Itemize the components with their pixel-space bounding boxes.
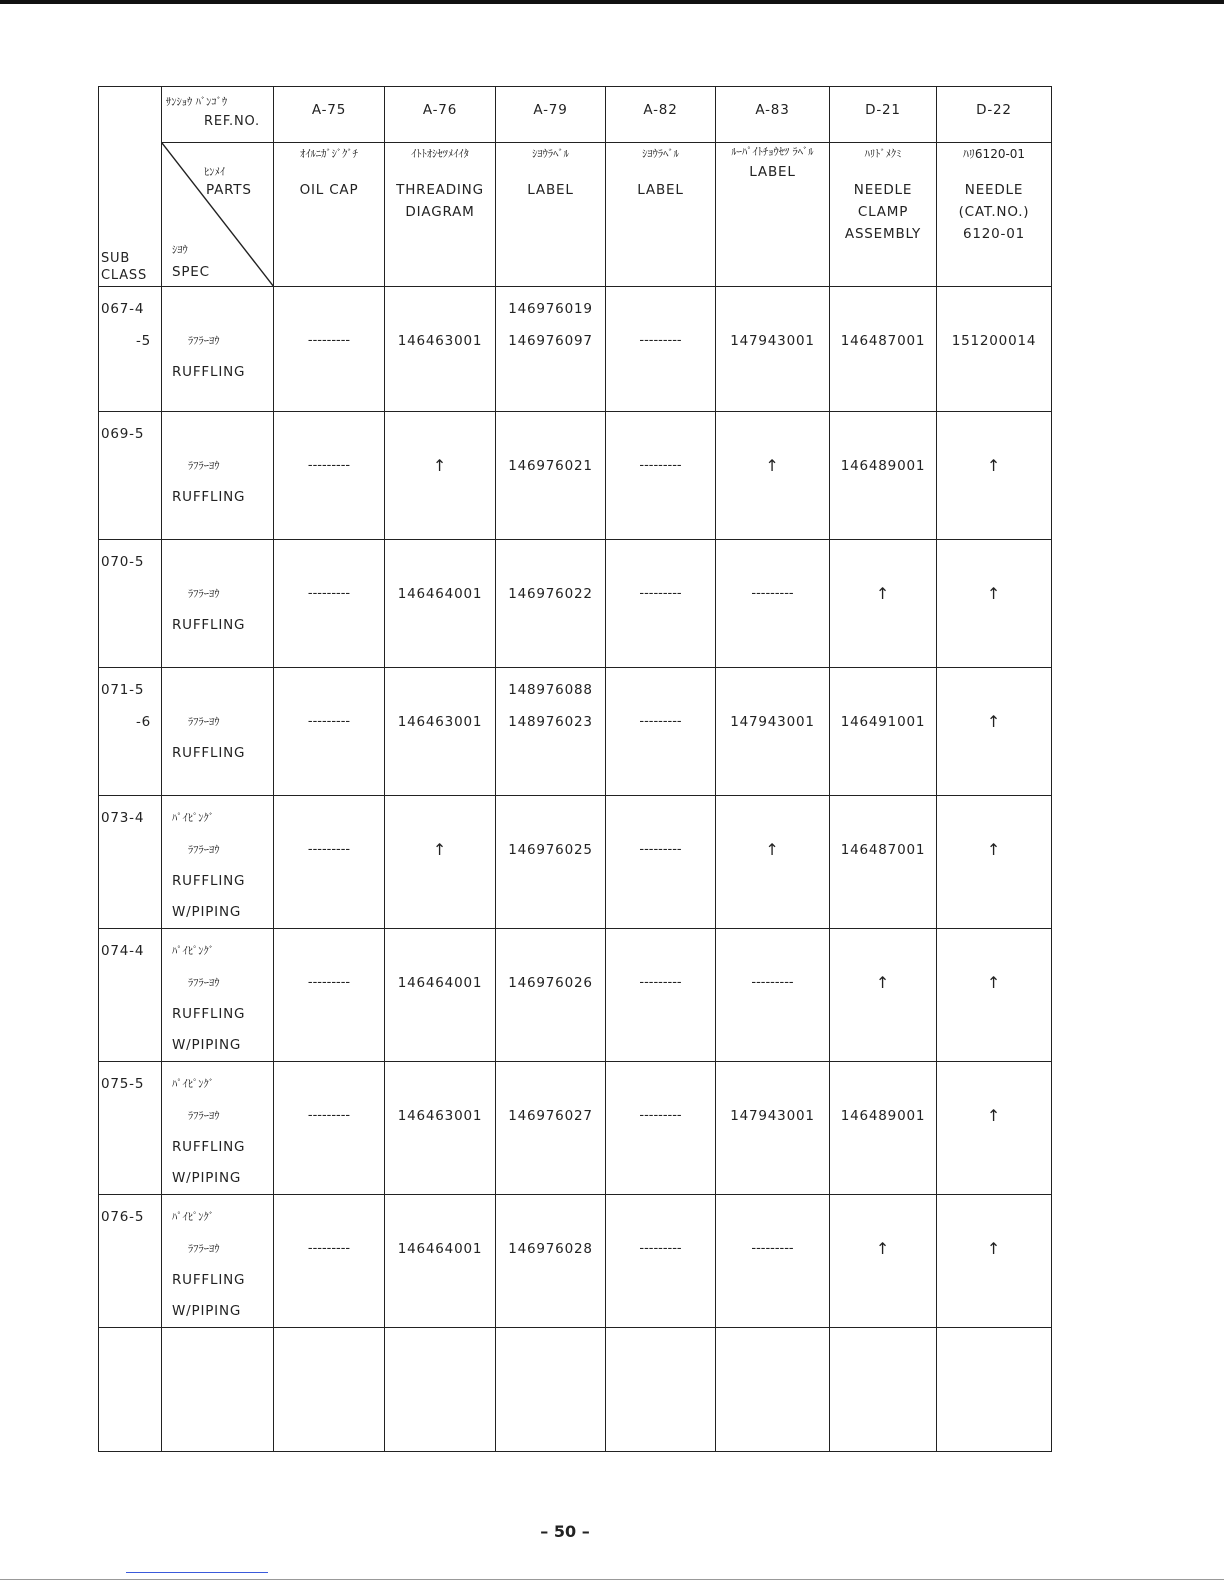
part-number: 146976021 — [508, 458, 593, 474]
part-number-cell — [606, 412, 716, 540]
part-number — [937, 935, 1051, 967]
same-as-above-arrow: ↑ — [986, 973, 1002, 992]
spec-value: RUFFLING — [172, 617, 246, 633]
part-number-cell — [606, 1195, 716, 1328]
part-number — [606, 802, 715, 834]
part-name: NEEDLE — [964, 182, 1024, 198]
spec-value: RUFFLING — [172, 873, 246, 889]
part-number-cell — [716, 796, 830, 929]
part-number — [716, 1068, 829, 1100]
part-number: 146491001 — [840, 714, 926, 730]
part-number: 146976022 — [508, 586, 593, 602]
part-name-cell — [606, 143, 716, 287]
part-number — [830, 1201, 936, 1233]
spec-value: W/PIPING — [172, 1037, 242, 1053]
part-number — [274, 546, 384, 578]
part-number — [606, 1201, 715, 1233]
part-number: 148976088 — [508, 682, 593, 698]
not-applicable-dash: --------- — [307, 1108, 351, 1123]
part-number — [385, 935, 495, 967]
table-row — [99, 1062, 1052, 1195]
part-name: DIAGRAM — [405, 204, 475, 220]
same-as-above-arrow: ↑ — [986, 1106, 1002, 1125]
spec-cell — [162, 668, 274, 796]
part-kana: ｲﾄﾄｵｼｾﾂﾒｲｲﾀ — [411, 148, 469, 160]
part-number: 146487001 — [840, 842, 926, 858]
spec-value — [172, 293, 273, 325]
spec-cell — [162, 540, 274, 668]
not-applicable-dash: --------- — [639, 1108, 682, 1123]
part-name: CLAMP — [857, 204, 909, 220]
part-number — [716, 935, 829, 967]
part-number: 146976019 — [508, 301, 593, 317]
sub-class-value: 069-5 — [101, 426, 145, 442]
table-body — [99, 287, 1052, 1328]
not-applicable-dash: --------- — [639, 714, 682, 729]
spec-value: ﾊﾟｲﾋﾟﾝｸﾞ — [172, 812, 214, 824]
part-name: THREADING — [396, 182, 484, 198]
part-number: 147943001 — [730, 714, 815, 730]
part-number — [830, 293, 936, 325]
part-number: 146976097 — [508, 333, 593, 349]
part-name: LABEL — [637, 182, 684, 198]
part-number-cell — [385, 1062, 496, 1195]
sub-class-value: 075-5 — [101, 1076, 145, 1092]
part-number — [385, 293, 495, 325]
part-number-cell — [830, 540, 937, 668]
part-number-cell — [937, 412, 1052, 540]
empty-cell — [830, 1328, 937, 1452]
part-number-cell — [716, 1195, 830, 1328]
part-number — [606, 418, 715, 450]
sub-class-cell — [99, 1062, 162, 1195]
empty-cell — [937, 1328, 1052, 1452]
part-name-cell — [716, 143, 830, 287]
part-number — [385, 546, 495, 578]
spec-cell — [162, 929, 274, 1062]
spec-value: ﾊﾟｲﾋﾟﾝｸﾞ — [172, 945, 214, 957]
part-number-cell — [830, 412, 937, 540]
part-name: NEEDLE — [853, 182, 913, 198]
part-number-cell — [496, 1062, 606, 1195]
part-number: 146463001 — [397, 333, 483, 349]
class-label: CLASS — [101, 268, 148, 283]
part-number — [830, 802, 936, 834]
part-number-cell — [274, 1195, 385, 1328]
part-number-cell — [385, 929, 496, 1062]
part-number: 146464001 — [397, 975, 483, 991]
same-as-above-arrow: ↑ — [986, 584, 1002, 603]
part-number-cell — [385, 668, 496, 796]
spec-cell — [162, 796, 274, 929]
part-number-cell — [274, 287, 385, 412]
same-as-above-arrow: ↑ — [875, 584, 891, 603]
spec-value: RUFFLING — [172, 745, 246, 761]
sub-class-cell — [99, 668, 162, 796]
part-number-cell — [274, 412, 385, 540]
table-row — [99, 540, 1052, 668]
part-number-cell — [716, 412, 830, 540]
empty-row — [99, 1328, 1052, 1452]
part-number-cell — [274, 929, 385, 1062]
part-number — [274, 418, 384, 450]
same-as-above-arrow: ↑ — [765, 840, 780, 859]
part-number: 146976025 — [508, 842, 593, 858]
part-number-cell — [606, 287, 716, 412]
part-number — [937, 1201, 1051, 1233]
sub-class-value: 070-5 — [101, 554, 145, 570]
ref-label: REF.NO. — [204, 114, 260, 129]
part-kana: ﾊﾘﾄﾞﾒｸﾐ — [864, 148, 902, 160]
spec-value: ﾗﾌﾗｰﾖｳ — [188, 977, 220, 989]
not-applicable-dash: --------- — [639, 975, 682, 990]
part-number-cell — [606, 796, 716, 929]
table-row — [99, 668, 1052, 796]
table-row — [99, 1195, 1052, 1328]
not-applicable-dash: --------- — [751, 586, 794, 601]
part-number — [385, 1068, 495, 1100]
part-number: 146463001 — [397, 714, 483, 730]
spec-cell — [162, 1062, 274, 1195]
top-rule — [0, 0, 1224, 4]
same-as-above-arrow: ↑ — [765, 456, 780, 475]
part-number-cell — [496, 668, 606, 796]
part-number-cell — [830, 1062, 937, 1195]
spec-value: RUFFLING — [172, 1006, 246, 1022]
part-number-cell — [716, 1062, 830, 1195]
spec-value: RUFFLING — [172, 1139, 246, 1155]
part-number — [606, 293, 715, 325]
ref-cell: A-79 — [496, 87, 606, 143]
sub-class-value: -5 — [135, 333, 151, 349]
not-applicable-dash: --------- — [307, 586, 351, 601]
part-number — [937, 802, 1051, 834]
part-number-cell — [937, 287, 1052, 412]
part-number-cell — [830, 668, 937, 796]
empty-cell — [162, 1328, 274, 1452]
same-as-above-arrow: ↑ — [432, 456, 448, 475]
sub-class-cell — [99, 929, 162, 1062]
parts-label: PARTS — [206, 182, 252, 198]
part-kana: ｵｲﾙﾆｶﾞｼﾞｸﾞﾁ — [300, 148, 358, 160]
sub-class-cell — [99, 796, 162, 929]
part-number-cell — [937, 1062, 1052, 1195]
spec-value: ﾗﾌﾗｰﾖｳ — [188, 335, 220, 347]
part-number — [496, 546, 605, 578]
table-row — [99, 287, 1052, 412]
part-kana: ﾊﾘ6120-01 — [962, 147, 1026, 161]
part-number-cell — [830, 929, 937, 1062]
sub-class-cell — [99, 412, 162, 540]
part-number — [385, 418, 495, 450]
part-number — [716, 802, 829, 834]
part-number — [830, 674, 936, 706]
spec-cell — [162, 1195, 274, 1328]
table-row — [99, 412, 1052, 540]
spec-value: ﾗﾌﾗｰﾖｳ — [188, 588, 220, 600]
part-name-cell — [830, 143, 937, 287]
spec-cell — [162, 412, 274, 540]
part-number: 151200014 — [951, 333, 1037, 349]
empty-cell — [385, 1328, 496, 1452]
part-number — [385, 802, 495, 834]
footer-link-line — [126, 1572, 268, 1573]
not-applicable-dash: --------- — [307, 333, 351, 348]
sub-class-cell — [99, 287, 162, 412]
part-name-cell — [496, 143, 606, 287]
part-number-cell — [716, 929, 830, 1062]
table-row — [99, 929, 1052, 1062]
part-number — [274, 802, 384, 834]
not-applicable-dash: --------- — [639, 333, 682, 348]
part-number — [716, 293, 829, 325]
part-number-cell — [496, 540, 606, 668]
same-as-above-arrow: ↑ — [986, 456, 1002, 475]
part-number-cell — [606, 1062, 716, 1195]
part-number — [274, 293, 384, 325]
part-number-cell — [385, 412, 496, 540]
part-number-cell — [274, 1062, 385, 1195]
ref-cell: A-76 — [385, 87, 496, 143]
part-number-cell — [385, 287, 496, 412]
part-number: 146976028 — [508, 1241, 593, 1257]
spec-value: RUFFLING — [172, 489, 246, 505]
empty-cell — [606, 1328, 716, 1452]
part-number-cell — [496, 796, 606, 929]
spec-value — [172, 546, 273, 578]
part-number — [496, 1201, 605, 1233]
part-number — [606, 674, 715, 706]
part-number-cell — [274, 796, 385, 929]
part-name: 6120-01 — [962, 226, 1025, 242]
empty-cell — [496, 1328, 606, 1452]
empty-cell — [99, 1328, 162, 1452]
part-number — [830, 546, 936, 578]
part-number-cell — [937, 540, 1052, 668]
part-number — [496, 935, 605, 967]
not-applicable-dash: --------- — [639, 586, 682, 601]
part-number — [274, 1068, 384, 1100]
part-number: 147943001 — [730, 1108, 815, 1124]
part-number: 146464001 — [397, 1241, 483, 1257]
spec-value: ﾊﾟｲﾋﾟﾝｸﾞ — [172, 1211, 214, 1223]
spec-value: ﾗﾌﾗｰﾖｳ — [188, 844, 220, 856]
sub-class-value: 076-5 — [101, 1209, 145, 1225]
part-number-cell — [385, 540, 496, 668]
spec-value: ﾗﾌﾗｰﾖｳ — [188, 716, 220, 728]
part-number: 146464001 — [397, 586, 483, 602]
part-number — [606, 1068, 715, 1100]
part-number — [937, 418, 1051, 450]
part-number — [385, 674, 495, 706]
not-applicable-dash: --------- — [307, 842, 351, 857]
part-number — [606, 546, 715, 578]
not-applicable-dash: --------- — [751, 1241, 794, 1256]
part-kana: ｼﾖｳﾗﾍﾞﾙ — [642, 148, 679, 160]
sub-class-value: -6 — [135, 714, 151, 730]
spec-value: RUFFLING — [172, 1272, 246, 1288]
spec-value: ﾗﾌﾗｰﾖｳ — [188, 1243, 220, 1255]
part-number — [496, 1068, 605, 1100]
table-row — [99, 796, 1052, 929]
ref-cell: D-22 — [937, 87, 1052, 143]
spec-value — [172, 418, 273, 450]
part-number: 146489001 — [840, 458, 926, 474]
sub-class-value: 073-4 — [101, 810, 145, 826]
ref-no-header — [162, 87, 274, 143]
part-kana: ﾙｰﾊﾟｲﾄﾁｮｳｾﾂ ﾗﾍﾞﾙ — [731, 146, 814, 158]
spec-cell — [162, 287, 274, 412]
part-name: OIL CAP — [299, 182, 359, 198]
part-number: 146976026 — [508, 975, 593, 991]
ref-row — [99, 87, 1052, 143]
spec-value: W/PIPING — [172, 1303, 242, 1319]
spec-value: ﾗﾌﾗｰﾖｳ — [188, 460, 220, 472]
not-applicable-dash: --------- — [639, 842, 682, 857]
part-number-cell — [496, 287, 606, 412]
part-number — [937, 293, 1051, 325]
ref-cell: D-21 — [830, 87, 937, 143]
part-name: LABEL — [527, 182, 574, 198]
part-number-cell — [937, 796, 1052, 929]
part-number — [606, 935, 715, 967]
not-applicable-dash: --------- — [751, 975, 794, 990]
ref-cell: A-75 — [274, 87, 385, 143]
part-number: 146487001 — [840, 333, 926, 349]
part-number-cell — [830, 1195, 937, 1328]
part-number — [937, 674, 1051, 706]
spec-value: ﾗﾌﾗｰﾖｳ — [188, 1110, 220, 1122]
part-number: 146463001 — [397, 1108, 483, 1124]
part-name: LABEL — [749, 164, 796, 180]
sub-class-cell — [99, 540, 162, 668]
part-number-cell — [937, 929, 1052, 1062]
same-as-above-arrow: ↑ — [432, 840, 448, 859]
part-number — [830, 418, 936, 450]
sub-class-value: 071-5 — [101, 682, 145, 698]
part-kana: ｼﾖｳﾗﾍﾞﾙ — [532, 148, 569, 160]
part-number: 148976023 — [508, 714, 593, 730]
ref-cell: A-82 — [606, 87, 716, 143]
part-number — [716, 418, 829, 450]
part-number-cell — [606, 668, 716, 796]
spec-kana: ｼﾖｳ — [172, 244, 188, 256]
part-number-cell — [496, 1195, 606, 1328]
part-number — [937, 1068, 1051, 1100]
part-number: 146976027 — [508, 1108, 593, 1124]
part-number-cell — [274, 668, 385, 796]
part-name-cell — [385, 143, 496, 287]
same-as-above-arrow: ↑ — [986, 1239, 1002, 1258]
spec-value: W/PIPING — [172, 904, 242, 920]
part-number-cell — [606, 540, 716, 668]
part-number-cell — [716, 287, 830, 412]
part-number — [274, 674, 384, 706]
spec-value: RUFFLING — [172, 364, 246, 380]
sub-class-header — [99, 87, 162, 287]
part-number-cell — [830, 287, 937, 412]
part-number-cell — [496, 412, 606, 540]
part-number-cell — [830, 796, 937, 929]
part-number — [496, 418, 605, 450]
not-applicable-dash: --------- — [639, 458, 682, 473]
parts-spec-corner — [162, 143, 274, 287]
not-applicable-dash: --------- — [307, 975, 351, 990]
part-number — [496, 802, 605, 834]
same-as-above-arrow: ↑ — [986, 712, 1002, 731]
spec-value: ﾊﾟｲﾋﾟﾝｸﾞ — [172, 1078, 214, 1090]
part-number — [716, 1201, 829, 1233]
part-number — [716, 546, 829, 578]
page-number: – 50 – — [540, 1522, 590, 1541]
part-number — [385, 1201, 495, 1233]
not-applicable-dash: --------- — [307, 458, 351, 473]
part-number — [830, 1068, 936, 1100]
part-number — [937, 546, 1051, 578]
part-number: 147943001 — [730, 333, 815, 349]
part-number-cell — [716, 668, 830, 796]
sub-label: SUB — [101, 251, 131, 266]
same-as-above-arrow: ↑ — [875, 1239, 891, 1258]
empty-cell — [274, 1328, 385, 1452]
part-number — [830, 935, 936, 967]
part-number-cell — [716, 540, 830, 668]
parts-row — [99, 143, 1052, 287]
sub-class-value: 074-4 — [101, 943, 145, 959]
sub-class-value: 067-4 — [101, 301, 145, 317]
not-applicable-dash: --------- — [307, 714, 351, 729]
part-number — [716, 674, 829, 706]
part-number-cell — [937, 668, 1052, 796]
part-number — [274, 1201, 384, 1233]
part-number-cell — [937, 1195, 1052, 1328]
part-name-cell — [937, 143, 1052, 287]
ref-kana: ｻﾝｼｮｳ ﾊﾞﾝｺﾞｳ — [166, 96, 228, 108]
spec-value — [172, 674, 273, 706]
part-number: 146489001 — [840, 1108, 926, 1124]
part-number-cell — [274, 540, 385, 668]
part-number-cell — [385, 796, 496, 929]
part-number-cell — [385, 1195, 496, 1328]
part-number — [274, 935, 384, 967]
parts-kana: ﾋﾝﾒｲ — [204, 166, 225, 178]
sub-class-cell — [99, 1195, 162, 1328]
ref-cell: A-83 — [716, 87, 830, 143]
spec-label: SPEC — [172, 264, 210, 280]
part-name-cell — [274, 143, 385, 287]
bottom-rule — [0, 1579, 1224, 1580]
part-number-cell — [606, 929, 716, 1062]
not-applicable-dash: --------- — [639, 1241, 682, 1256]
empty-cell — [716, 1328, 830, 1452]
parts-table — [98, 86, 1052, 1452]
same-as-above-arrow: ↑ — [986, 840, 1002, 859]
part-number-cell — [496, 929, 606, 1062]
same-as-above-arrow: ↑ — [875, 973, 891, 992]
not-applicable-dash: --------- — [307, 1241, 351, 1256]
part-name: ASSEMBLY — [844, 226, 922, 242]
spec-value: W/PIPING — [172, 1170, 242, 1186]
part-name: (CAT.NO.) — [958, 204, 1030, 220]
